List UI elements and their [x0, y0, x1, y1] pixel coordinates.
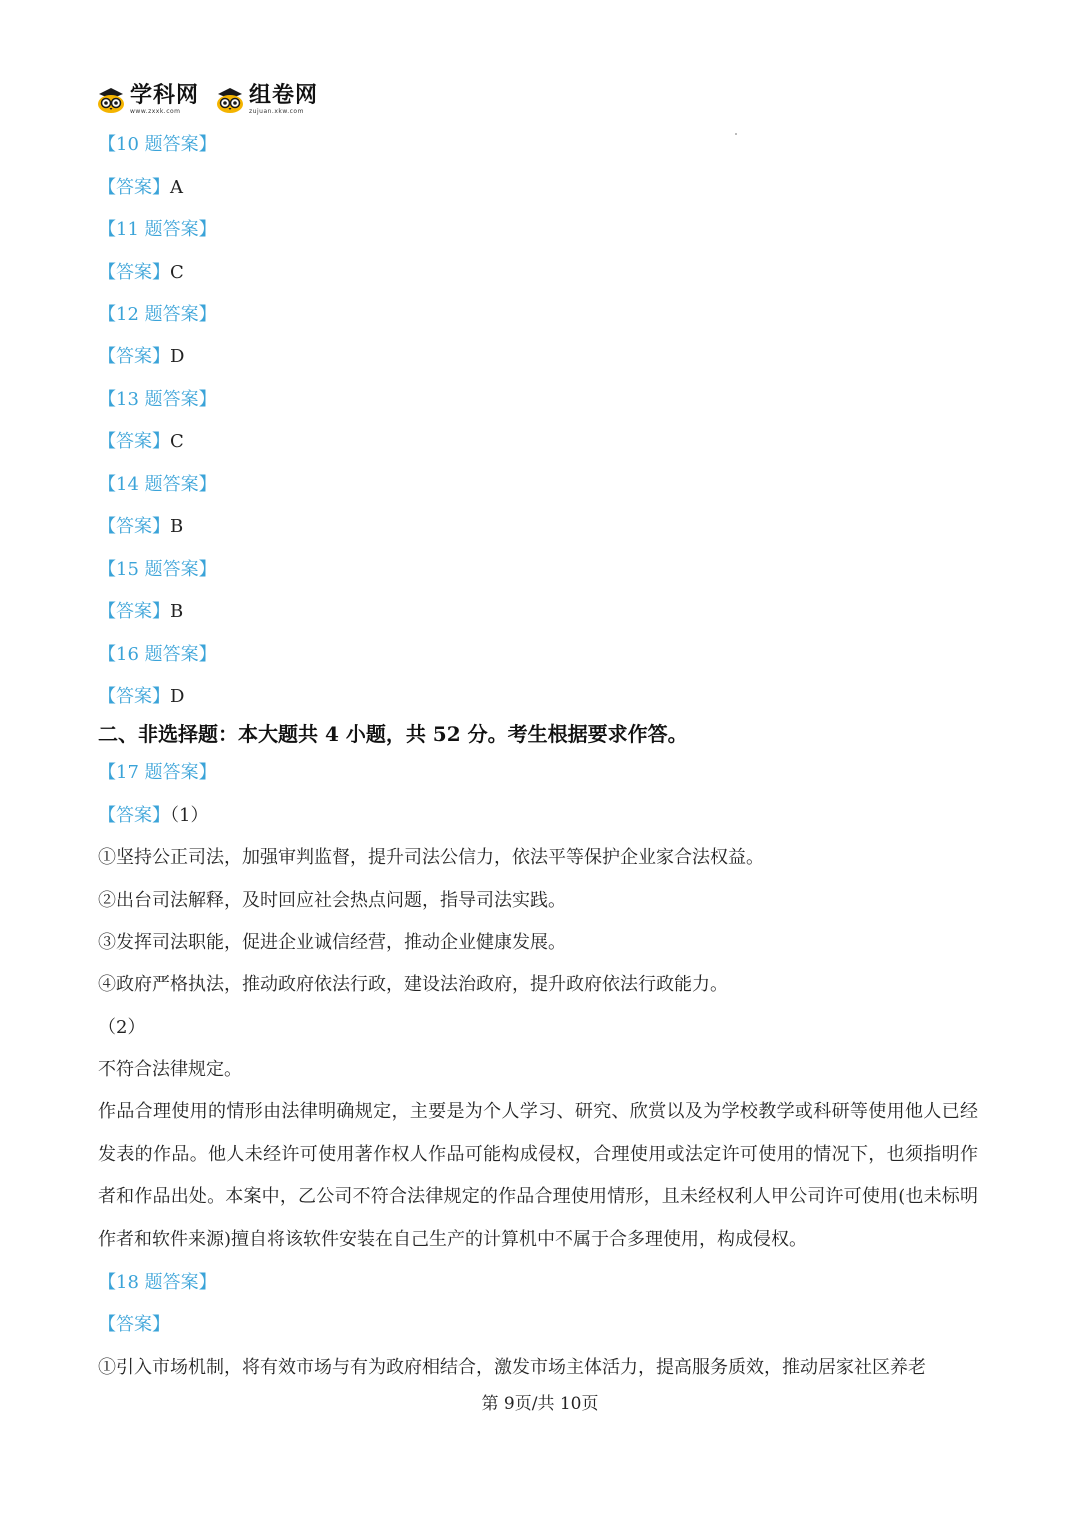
answer-value: D	[170, 346, 185, 367]
logo-url: zujuan.xkw.com	[249, 108, 304, 115]
answer-value: B	[170, 516, 184, 537]
answer-line	[98, 685, 184, 709]
page-number: 第 9页/共 10页	[481, 1394, 599, 1414]
question-header: 【15 题答案】	[98, 559, 217, 580]
logo-name: 学科网	[130, 83, 200, 108]
answer-point: ④政府严格执法，推动政府依法行政，建设法治政府，提升政府依法行政能力。	[98, 974, 728, 995]
answer-value: B	[170, 601, 184, 622]
logo-name: 组卷网	[249, 83, 319, 108]
answer-value: C	[170, 431, 184, 452]
answer-line	[98, 176, 183, 200]
answer-line	[98, 430, 184, 454]
part-label: （1）	[170, 805, 209, 826]
question-header: 【17 题答案】	[98, 762, 217, 783]
answer-label: 【答案】	[98, 262, 170, 283]
question-header: 【12 题答案】	[98, 304, 217, 325]
answer-point: ③发挥司法职能，促进企业诚信经营，推动企业健康发展。	[98, 932, 566, 953]
question-header: 【10 题答案】	[98, 134, 217, 155]
owl-logo-icon	[96, 86, 126, 114]
answer-line	[98, 515, 183, 539]
answer-label: 【答案】	[98, 805, 170, 826]
answer-point: ①引入市场机制，将有效市场与有为政府相结合，激发市场主体活力，提高服务质效，推动居家社区养老	[98, 1357, 926, 1378]
question-header: 【11 题答案】	[98, 219, 217, 240]
logo-url: www.zxxk.com	[130, 108, 181, 115]
question-header: 【16 题答案】	[98, 644, 217, 665]
answer-conclusion: 不符合法律规定。	[98, 1059, 242, 1080]
answer-label: 【答案】	[98, 431, 170, 452]
question-header: 【14 题答案】	[98, 474, 217, 495]
answer-label: 【答案】	[98, 601, 170, 622]
question-header: 【18 题答案】	[98, 1272, 217, 1293]
answer-value: A	[170, 177, 183, 198]
part-label: （2）	[98, 1017, 146, 1038]
answer-label: 【答案】	[98, 516, 170, 537]
answer-paragraph: 作品合理使用的情形由法律明确规定，主要是为个人学习、研究、欣赏以及为学校教学或科研等使用他人已经发表的作品。他人未经许可使用著作权人作品可能构成侵权，合理使用或法定许可使用的情况下，也须指明作者和作品出处。本案中，乙公司不符合法律规定的作品合理使用情形，且未经权利人甲公司许可使用(也未标明作者和软件来源)擅自将该软件安装在自己生产的计算机中不属于合多理使用，构成侵权。	[98, 1101, 978, 1250]
answer-value: D	[170, 686, 185, 707]
speck	[735, 133, 737, 135]
owl-logo-icon	[215, 86, 245, 114]
logo-zujuan	[215, 85, 318, 115]
header-logos	[96, 80, 318, 120]
answer-point: ①坚持公正司法，加强审判监督，提升司法公信力，依法平等保护企业家合法权益。	[98, 847, 764, 868]
answer-line	[98, 345, 184, 369]
answer-label: 【答案】	[98, 177, 170, 198]
question-header: 【13 题答案】	[98, 389, 217, 410]
answer-label: 【答案】	[98, 346, 170, 367]
answer-label: 【答案】	[98, 1314, 170, 1335]
answer-value: C	[170, 262, 184, 283]
answer-line	[98, 600, 183, 624]
answer-line	[98, 261, 184, 285]
answer-line	[98, 804, 208, 828]
section-title: 二、非选择题：本大题共 4 小题，共 52 分。考生根据要求作答。	[98, 722, 688, 746]
logo-zxxk	[96, 85, 199, 115]
answer-label: 【答案】	[98, 686, 170, 707]
answer-point: ②出台司法解释，及时回应社会热点问题，指导司法实践。	[98, 890, 566, 911]
